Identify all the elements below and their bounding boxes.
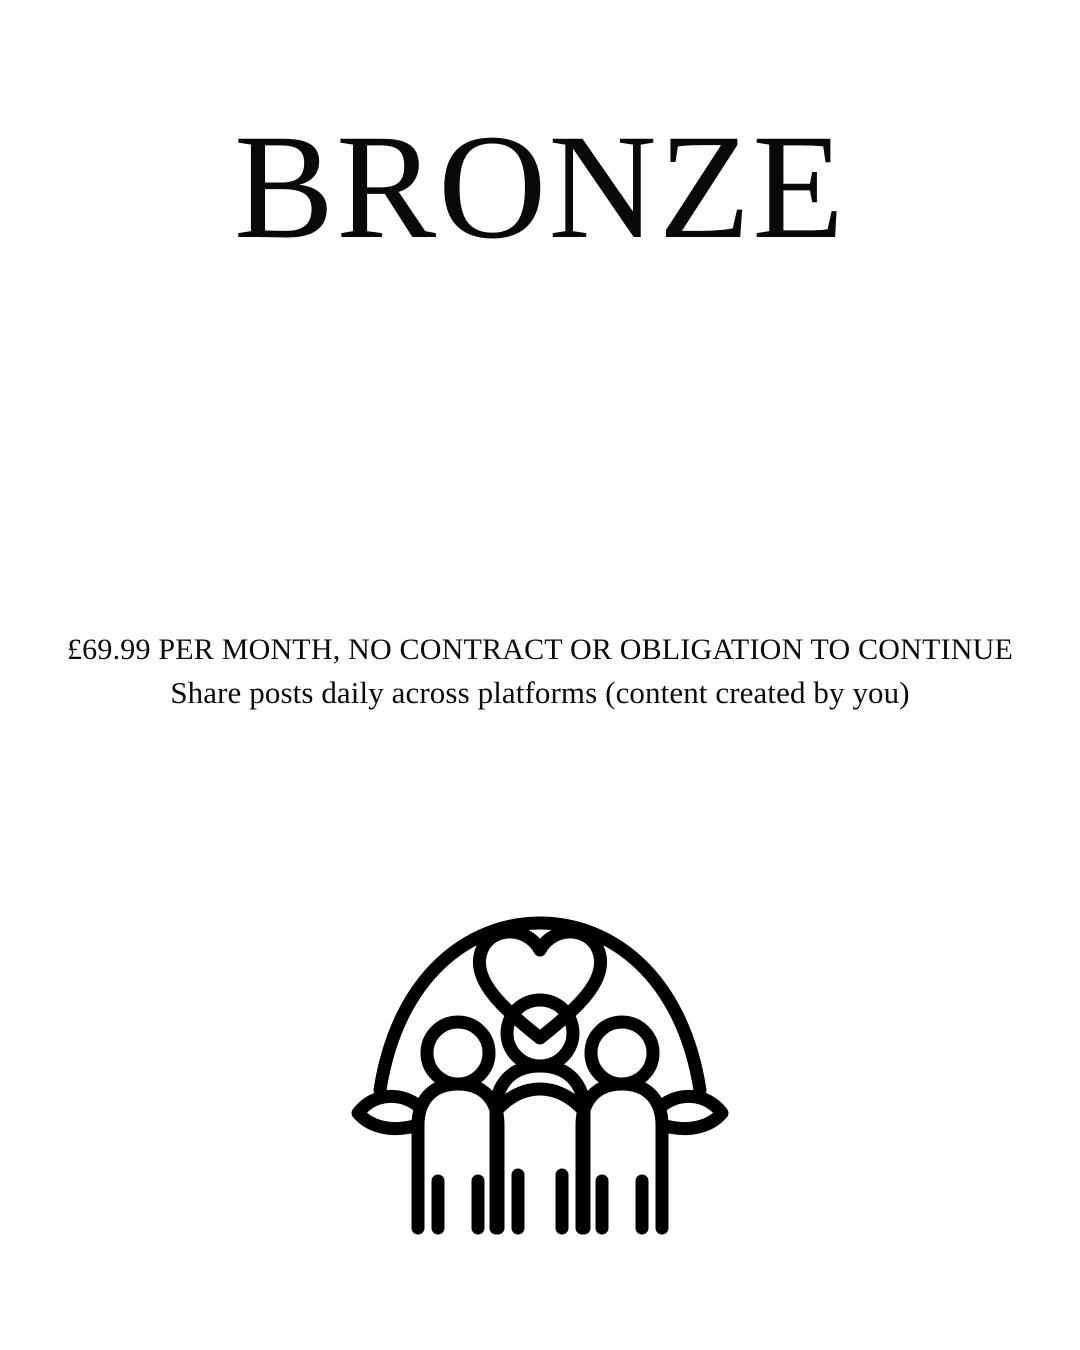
price-line: £69.99 PER MONTH, NO CONTRACT OR OBLIGATION TO CONTINUE <box>66 632 1013 666</box>
page-title: BRONZE <box>234 104 846 270</box>
pricing-details <box>0 631 1080 714</box>
family-with-heart-icon-svg <box>340 845 740 1245</box>
family-with-heart-icon <box>330 840 750 1250</box>
description-line: Share posts daily across platforms (content created by you) <box>170 674 910 710</box>
